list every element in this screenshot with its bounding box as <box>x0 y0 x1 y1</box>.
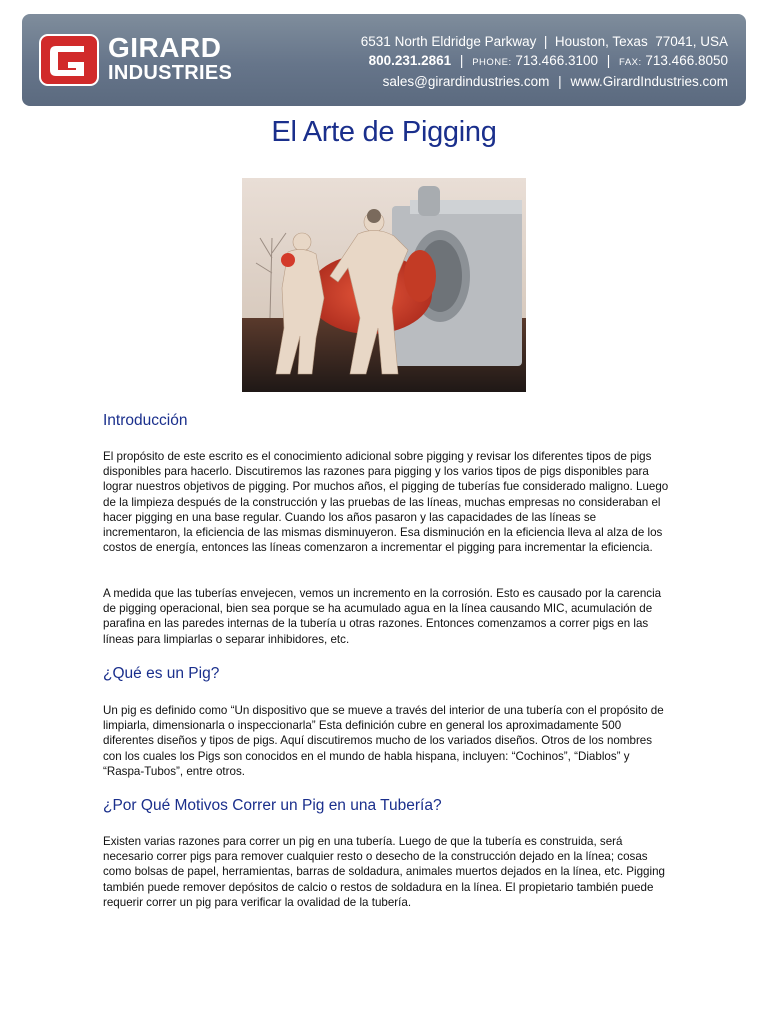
contact-block <box>361 32 728 91</box>
intro-paragraph-1: El propósito de este escrito es el conocimiento adicional sobre pigging y revisar los diferentes tipos de pigs disponibles para hacerlo. Discutiremos las razones para pigging y los varios tipos de pigs disponibles para lograr nuestros objetivos de pigging. Por muchos años, el pigging de tuberías fue considerado maligno. Luego de la limpieza después de la construcción y las pruebas de las líneas, muchas empresas no consideraban el hacer pigging en una base regular. Cuando los años pasaron y las capacidades de las líneas se incrementaron, la eficiencia de las mismas disminuyeron. Esa disminución en la eficiencia lleva al alza de los costos de energía, entonces las líneas comenzaron a incrementar el pigging para incrementar la eficiencia. <box>103 450 669 555</box>
letterhead-banner <box>22 14 746 106</box>
web-row: sales@girardindustries.com | www.GirardIndustries.com <box>382 74 728 89</box>
fax-label: FAX: <box>619 57 642 68</box>
motivos-paragraph: Existen varias razones para correr un pig en una tubería. Luego de que la tubería es construida, será necesario correr pigs para remover cualquier resto o desecho de la construcción dejado en la línea; cosas como bolsas de papel, herramientas, barras de soldadura, animales muertos dejados en la línea, etc. Pigging también puede remover depósitos de calcio o restos de soldadura en la línea. El propietario también puede requerir correr un pig para verificar la ovalidad de la tubería. <box>103 835 665 909</box>
document-title: El Arte de Pigging <box>271 116 497 148</box>
address: 6531 North Eldridge Parkway | Houston, Texas 77041, USA <box>360 34 728 49</box>
website-link[interactable]: www.GirardIndustries.com <box>570 74 728 89</box>
phone-label: PHONE: <box>472 57 512 68</box>
company-logo-text <box>108 34 232 83</box>
tollfree-number: 800.231.2861 <box>368 53 452 68</box>
intro-paragraph-2: A medida que las tuberías envejecen, vemos un incremento en la corrosión. Esto es causado por la carencia de pigging operacional, bien sea porque se ha acumulado agua en la línea causando MIC, acumulación de parafina en las paredes internas de la tubería u otras razones. Entonces comenzamos a correr pigs en las líneas para limpiarlas o separar inhibidores, etc. <box>103 587 662 646</box>
heading-por-que-motivos: ¿Por Qué Motivos Correr un Pig en una Tubería? <box>103 797 442 814</box>
girard-logo-icon <box>38 32 102 88</box>
phone-number: 713.466.3100 <box>515 53 598 68</box>
heading-que-es-un-pig: ¿Qué es un Pig? <box>103 665 220 682</box>
phone-row: 800.231.2861 | PHONE: 713.466.3100 | FAX: 713.466.8050 <box>368 53 728 68</box>
email-link[interactable]: sales@girardindustries.com <box>382 74 550 89</box>
logo-line1: GIRARD <box>108 32 222 63</box>
pigging-workers-photo <box>242 178 526 392</box>
logo-line2: INDUSTRIES <box>108 62 233 84</box>
que-es-pig-paragraph: Un pig es definido como “Un dispositivo que se mueve a través del interior de una tubería con el propósito de limpiarla, dimensionarla o inspeccionarla” Esta definición cubre en general los aproximadamente 500 diferentes diseños y tipos de pigs. Aquí discutiremos mucho de los variados diseños. Otros de los nombres con los cuales los Pigs son conocidos en el mundo de habla hispana, incluyen: “Cochinos”, “Diablos” y “Raspa-Tubos”, entre otros. <box>103 704 664 778</box>
fax-number: 713.466.8050 <box>645 53 728 68</box>
heading-introduccion: Introducción <box>103 412 188 429</box>
